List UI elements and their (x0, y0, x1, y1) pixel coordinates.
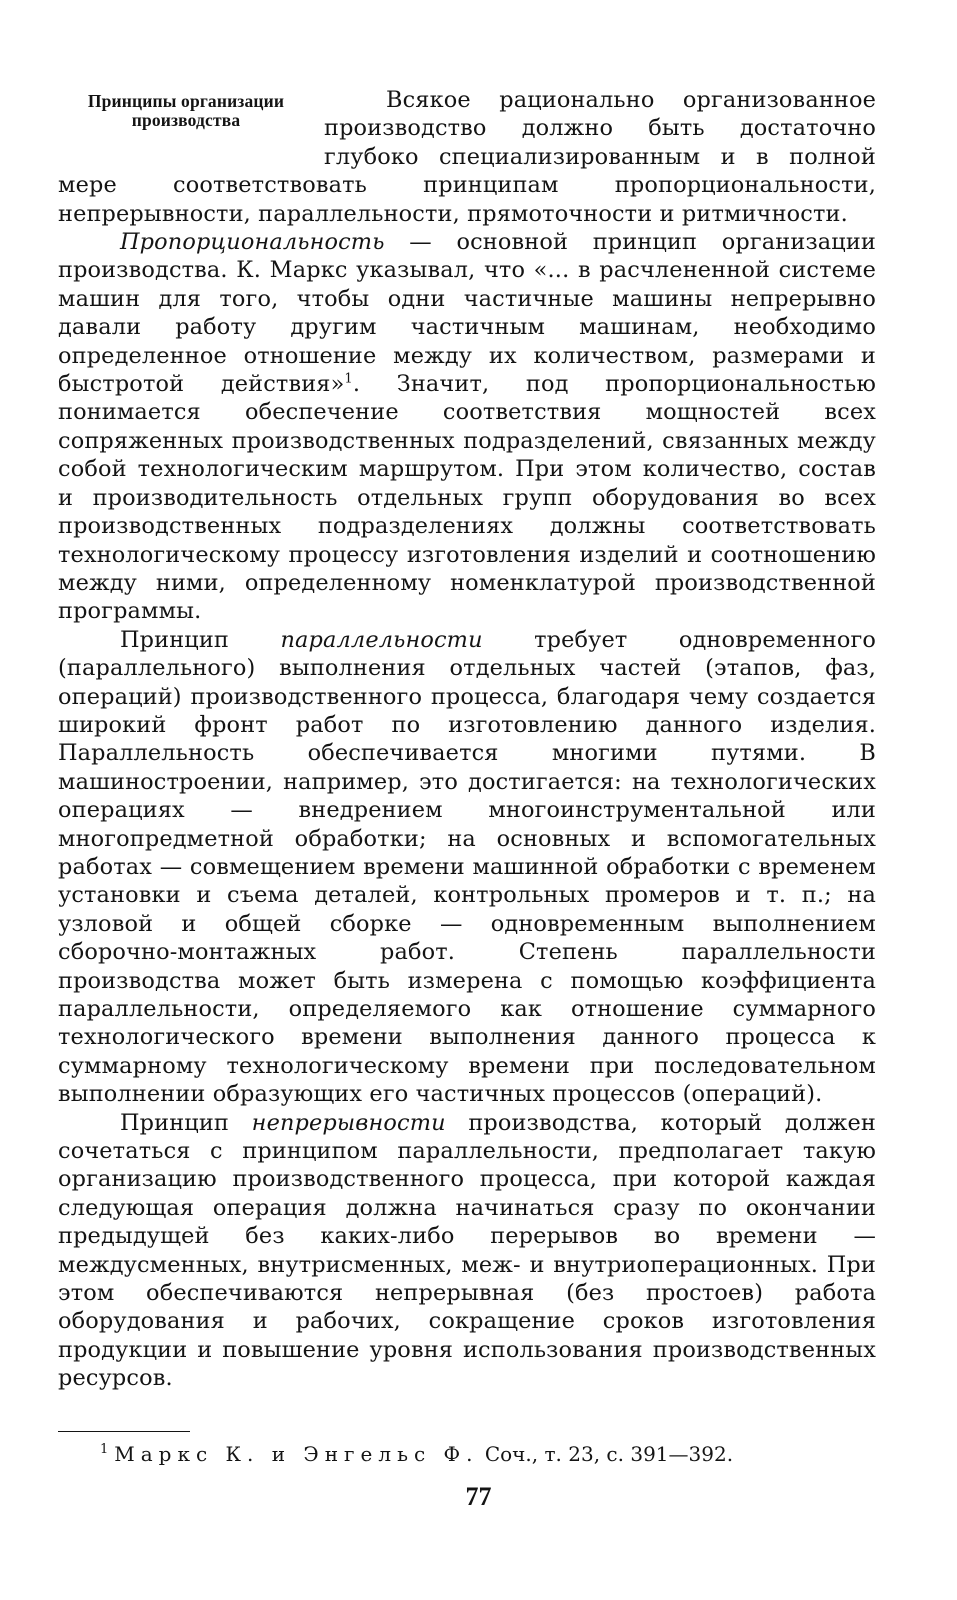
page-body (58, 86, 876, 1393)
footnote (100, 1441, 860, 1467)
parallelism-lead: Принцип (120, 626, 281, 653)
continuity-text: производства, который должен сочетаться с принципом параллельности, предполагает такую организацию производственного процесса, при которой каждая следующая операция должна начинаться сразу по окончании предыдущей без каких-либо перерывов во времени — междусменных, внутрисменных, меж- и внутриоперационных. При этом обеспечиваются непрерывная (без простоев) работа оборудования и рабочих, сокращение сроков изготовления продукции и повышение уровня использования производственных ресурсов. (58, 1109, 876, 1392)
footnote-ref: 1 (344, 371, 353, 387)
side-heading (56, 92, 316, 158)
term-parallelism: параллельности (280, 626, 483, 653)
footnote-divider (58, 1431, 190, 1432)
paragraph-parallelism (58, 626, 876, 1109)
page-number: 77 (465, 1482, 492, 1511)
proportionality-text-b: . Значит, под пропорциональностью понимается обеспечение соответствия мощностей всех сопряженных производственных подразделений, связанных между собой технологическим маршрутом. При этом количество, состав и производительность отдельных групп оборудования во всех производственных подразделениях должны соответствовать технологическому процессу изготовления изделий и соотношению между ними, определенному номенклатурой производственной программы. (58, 371, 876, 625)
continuity-lead: Принцип (120, 1109, 252, 1136)
term-continuity: непрерывности (251, 1109, 446, 1136)
paragraph-continuity (58, 1109, 876, 1393)
footnote-author: Маркс К. и Энгельс Ф. (114, 1442, 479, 1466)
footnote-mark: 1 (100, 1442, 109, 1458)
paragraph-proportionality (58, 228, 876, 626)
term-proportionality: Пропорциональность (120, 229, 385, 256)
footnote-citation: Соч., т. 23, с. 391—392. (478, 1442, 734, 1466)
side-heading-line1: Принципы организации (87, 91, 285, 111)
side-heading-line2: производства (131, 110, 241, 130)
paragraph-intro: Всякое рационально организованное производство должно быть достаточно глубоко специализированным и в полной мере соответствовать принципам пропорциональности, непрерывности, параллельности, прямоточности и ритмичности. (58, 87, 876, 227)
parallelism-text: требует одновременного (параллельного) выполнения отдельных частей (этапов, фаз, операций) производственного процесса, благодаря чему создается широкий фронт работ по изготовлению данного изделия. Параллельность обеспечивается многими путями. В машиностроении, например, это достигается: на технологических операциях — внедрением многоинструментальной или многопредметной обработки; на основных и вспомогательных работах — совмещением времени машинной обработки с временем установки и съема деталей, контрольных промеров и т. п.; на узловой и общей сборке — одновременным выполнением сборочно-монтажных работ. Степень параллельности производства может быть измерена с помощью коэффициента параллельности, определяемого как отношение суммарного технологического времени выполнения данного процесса к суммарному технологическому времени при последовательном выполнении образующих его частичных процессов (операций). (58, 626, 876, 1108)
proportionality-text-a: — основной принцип организации производства. К. Маркс указывал, что «... в расчлененной системе машин для того, чтобы одни частичные машины непрерывно давали работу другим частичным машинам, необходимо определенное отношение между их количеством, размерами и быстротой действия» (58, 229, 876, 398)
